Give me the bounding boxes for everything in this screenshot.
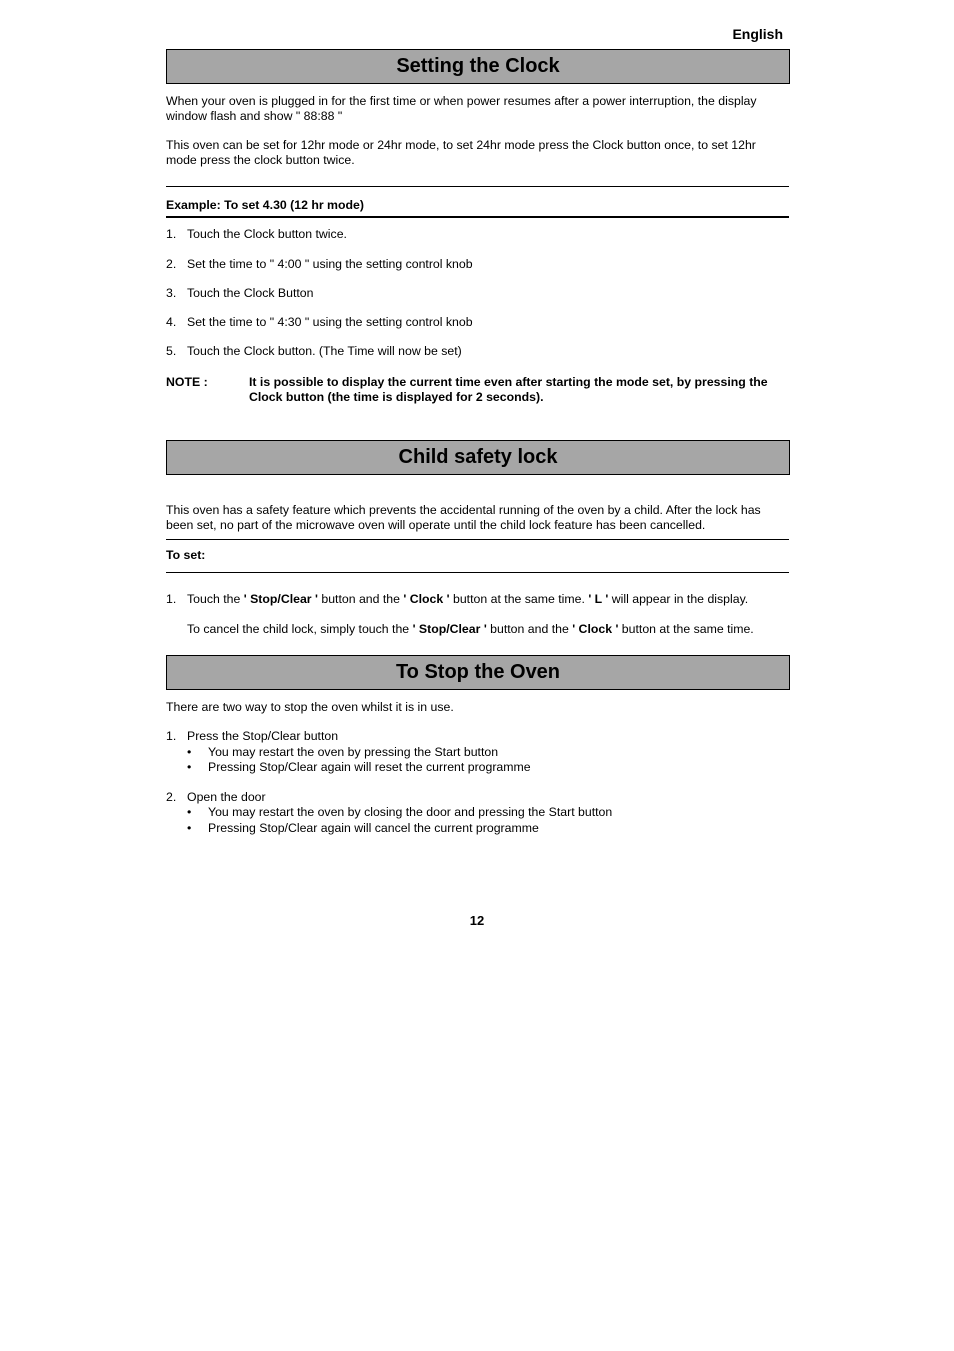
step-number: 1. [166,227,177,241]
note-text: It is possible to display the current time even after starting the mode set, by pressing the Clock button (the time is displayed for 2 seconds). [249,375,768,404]
child-lock-step-1 [166,592,748,607]
bullet-text: Pressing Stop/Clear again will cancel the current programme [208,821,539,835]
step-number: 3. [166,286,177,300]
list-item [187,745,498,760]
bullet-text: Pressing Stop/Clear again will reset the current programme [208,760,531,774]
bullet-text: You may restart the oven by closing the door and pressing the Start button [208,805,613,819]
step-number: 2. [166,257,177,271]
lock-symbol-label: ' L ' [588,592,609,606]
divider [166,186,789,187]
section-title-setting-clock: Setting the Clock [166,49,790,84]
example-heading: Example: To set 4.30 (12 hr mode) [166,198,364,212]
clock-step-4 [166,315,473,330]
step-text: Open the door [187,790,266,804]
cancel-text-part: button and the [486,622,573,636]
clock-intro-2: This oven can be set for 12hr mode or 24hr mode, to set 24hr mode press the Clock button once, to set 12hr mode press the clock button twice. [166,138,756,167]
bullet-text: You may restart the oven by pressing the Start button [208,745,499,759]
step-number: 2. [166,790,177,804]
stop-intro: There are two way to stop the oven whilst it is in use. [166,700,454,714]
divider [166,216,789,218]
cancel-text-part: To cancel the child lock, simply touch the [187,622,413,636]
stop-clear-label: ' Stop/Clear ' [412,622,487,636]
step-text-part: will appear in the display. [608,592,749,606]
bullet-icon: • [187,745,192,759]
stop-item-2 [166,790,266,805]
list-item [187,821,539,836]
step-text-part: Touch the [187,592,244,606]
page-number: 12 [469,913,485,928]
step-text: Set the time to " 4:00 " using the setting control knob [187,257,473,271]
section-title-stop-oven: To Stop the Oven [166,655,790,690]
clock-label: ' Clock ' [572,622,619,636]
child-lock-intro: This oven has a safety feature which prevents the accidental running of the oven by a child. After the lock has been set, no part of the microwave oven will operate until the child lock feature has been cancelled. [166,503,761,532]
bullet-icon: • [187,760,192,774]
language-label: English [732,26,783,42]
step-text-part: button at the same time. [449,592,589,606]
step-text-part: button and the [317,592,404,606]
step-text: Press the Stop/Clear button [187,729,339,743]
cancel-text-part: button at the same time. [618,622,754,636]
list-item [187,760,531,775]
clock-step-3 [166,286,313,301]
step-text: Touch the Clock Button [187,286,314,300]
stop-item-1 [166,729,338,744]
step-number: 5. [166,344,177,358]
to-set-heading: To set: [166,548,206,562]
step-number: 1. [166,729,177,743]
bullet-icon: • [187,821,192,835]
list-item [187,805,612,820]
divider [166,572,789,573]
clock-intro-1: When your oven is plugged in for the first time or when power resumes after a power interruption, the display window flash and show " 88:88 " [166,94,757,123]
divider [166,539,789,540]
step-text: Touch the Clock button twice. [187,227,347,241]
stop-clear-label: ' Stop/Clear ' [243,592,318,606]
note-label: NOTE : [166,375,208,389]
bullet-icon: • [187,805,192,819]
step-number: 1. [166,592,177,606]
clock-step-2 [166,257,473,272]
step-text: Set the time to " 4:30 " using the setting control knob [187,315,473,329]
clock-label: ' Clock ' [403,592,450,606]
clock-step-1 [166,227,347,242]
child-lock-cancel [187,622,754,637]
step-text: Touch the Clock button. (The Time will now be set) [187,344,462,358]
clock-step-5 [166,344,462,359]
section-title-child-lock: Child safety lock [166,440,790,475]
step-number: 4. [166,315,177,329]
